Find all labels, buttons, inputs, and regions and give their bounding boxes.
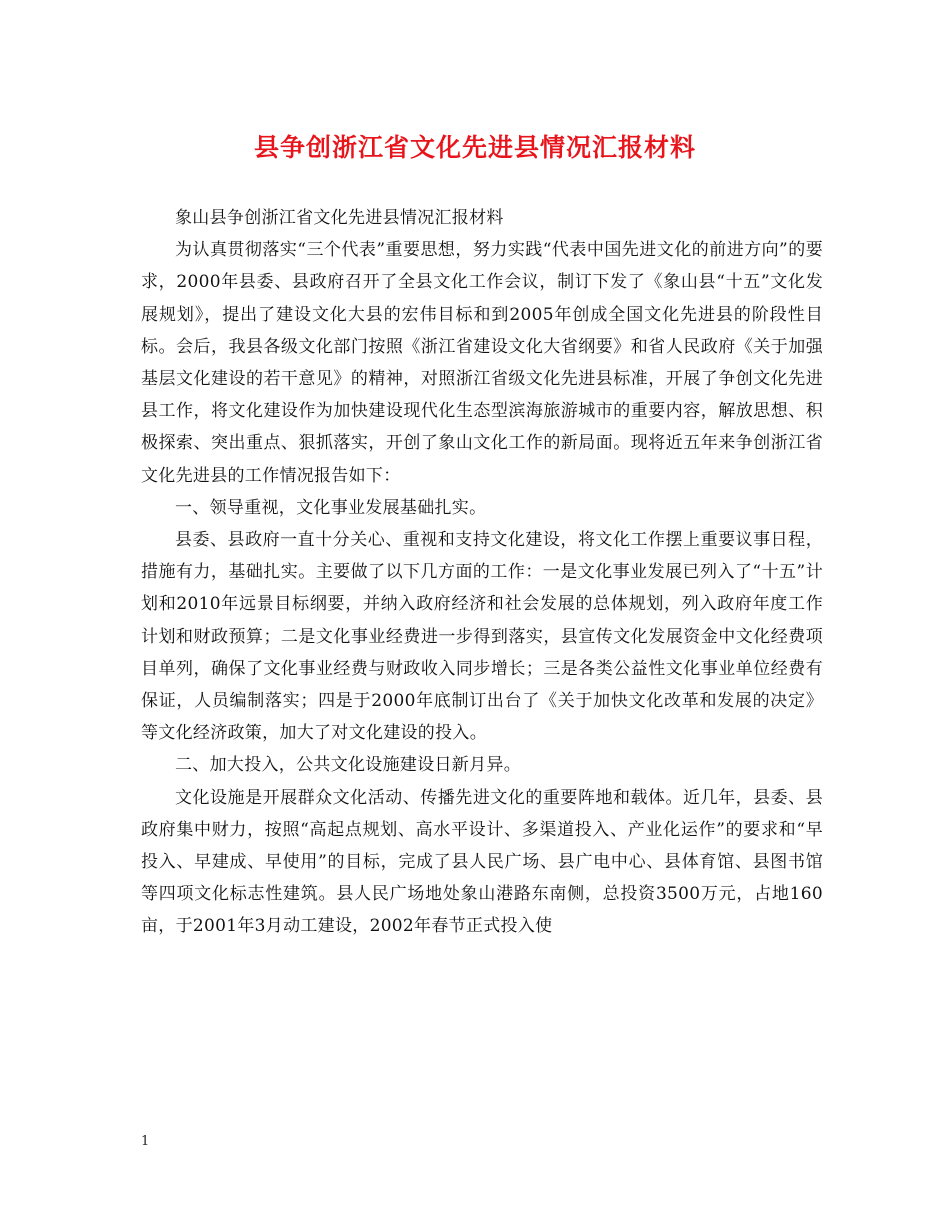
intro-paragraph: 为认真贯彻落实“三个代表”重要思想，努力实践“代表中国先进文化的前进方向”的要求，2000年县委、县政府召开了全县文化工作会议，制订下发了《象山县“十五”文化发展规划》，提出了建设文化大县的宏伟目标和到2005年创成全国文化先进县的阶段性目标。会后，我县各级文化部门按照《浙江省建设文化大省纲要》和省人民政府《关于加强基层文化建设的若干意见》的精神，对照浙江省级文化先进县标准，开展了争创文化先进县工作，将文化建设作为加快建设现代化生态型滨海旅游城市的重要内容，解放思想、积极探索、突出重点、狠抓落实，开创了象山文化工作的新局面。现将近五年来争创浙江省文化先进县的工作情况报告如下： <box>141 240 823 486</box>
page-number: 1 <box>141 1134 150 1149</box>
section-2-paragraph: 文化设施是开展群众文化活动、传播先进文化的重要阵地和载体。近几年，县委、县政府集中财力，按照“高起点规划、高水平设计、多渠道投入、产业化运作”的要求和“早投入、早建成、早使用”的目标，完成了县人民广场、县广电中心、县体育馆、县图书馆等四项文化标志性建筑。县人民广场地处象山港路东南侧，总投资3500万元，占地160亩，于2001年3月动工建设，2002年春节正式投入使 <box>141 787 823 937</box>
section-heading-2: 二、加大投入，公共文化设施建设日新月异。 <box>175 755 521 776</box>
document-title: 县争创浙江省文化先进县情况汇报材料 <box>253 133 696 162</box>
document-body <box>141 202 823 943</box>
section-heading-1: 一、领导重视，文化事业发展基础扎实。 <box>175 497 487 518</box>
section-1-paragraph: 县委、县政府一直十分关心、重视和支持文化建设，将文化工作摆上重要议事日程，措施有力，基础扎实。主要做了以下几方面的工作：一是文化事业发展已列入了“十五”计划和2010年远景目标纲要，并纳入政府经济和社会发展的总体规划，列入政府年度工作计划和财政预算；二是文化事业经费进一步得到落实，县宣传文化发展资金中文化经费项目单列，确保了文化事业经费与财政收入同步增长；三是各类公益性文化事业单位经费有保证，人员编制落实；四是于2000年底制订出台了《关于加快文化改革和发展的决定》等文化经济政策，加大了对文化建设的投入。 <box>141 530 823 744</box>
subtitle-paragraph: 象山县争创浙江省文化先进县情况汇报材料 <box>175 208 504 228</box>
